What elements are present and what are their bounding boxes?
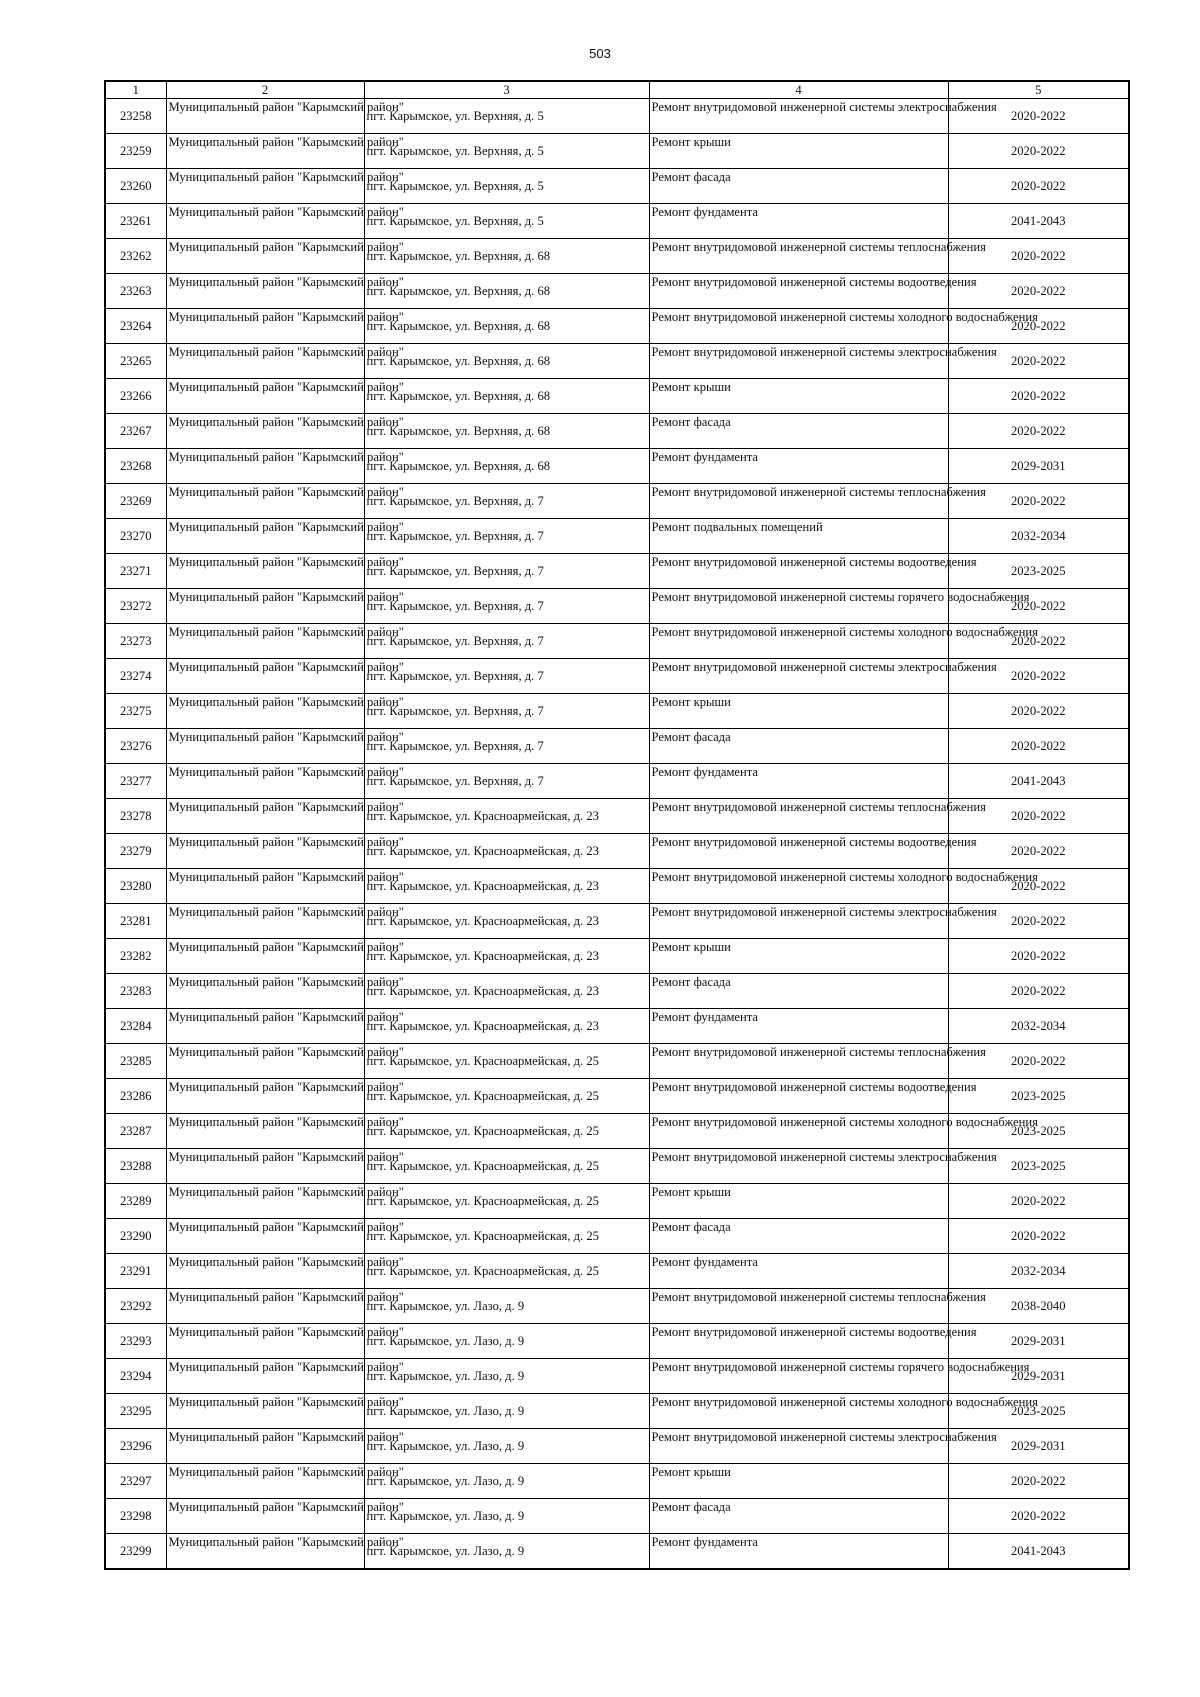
table-row [105, 1324, 1129, 1359]
row-number: 23292 [105, 1289, 166, 1324]
municipality-cell: Муниципальный район "Карымский район" [166, 1429, 364, 1464]
period-cell: 2020-2022 [948, 1184, 1129, 1219]
address-cell: пгт. Карымское, ул. Верхняя, д. 68 [364, 379, 649, 414]
address-cell: пгт. Карымское, ул. Верхняя, д. 68 [364, 274, 649, 309]
row-number: 23283 [105, 974, 166, 1009]
work-type-cell: Ремонт фасада [649, 414, 948, 449]
municipality-cell: Муниципальный район "Карымский район" [166, 1009, 364, 1044]
work-type-cell: Ремонт внутридомовой инженерной системы холодного водоснабжения [649, 869, 948, 904]
municipality-cell: Муниципальный район "Карымский район" [166, 1219, 364, 1254]
period-cell: 2041-2043 [948, 764, 1129, 799]
municipality-cell: Муниципальный район "Карымский район" [166, 939, 364, 974]
address-cell: пгт. Карымское, ул. Верхняя, д. 68 [364, 239, 649, 274]
address-cell: пгт. Карымское, ул. Красноармейская, д. 25 [364, 1114, 649, 1149]
period-cell: 2020-2022 [948, 1219, 1129, 1254]
work-type-cell: Ремонт внутридомовой инженерной системы теплоснабжения [649, 799, 948, 834]
work-type-cell: Ремонт внутридомовой инженерной системы электроснабжения [649, 344, 948, 379]
work-type-cell: Ремонт внутридомовой инженерной системы теплоснабжения [649, 239, 948, 274]
row-number: 23277 [105, 764, 166, 799]
work-type-cell: Ремонт фундамента [649, 1534, 948, 1570]
work-type-cell: Ремонт фасада [649, 169, 948, 204]
period-cell: 2023-2025 [948, 1149, 1129, 1184]
work-type-cell: Ремонт внутридомовой инженерной системы электроснабжения [649, 904, 948, 939]
address-cell: пгт. Карымское, ул. Лазо, д. 9 [364, 1464, 649, 1499]
work-type-cell: Ремонт внутридомовой инженерной системы теплоснабжения [649, 1289, 948, 1324]
municipality-cell: Муниципальный район "Карымский район" [166, 694, 364, 729]
table-row [105, 1464, 1129, 1499]
table-row [105, 624, 1129, 659]
row-number: 23288 [105, 1149, 166, 1184]
municipality-cell: Муниципальный район "Карымский район" [166, 764, 364, 799]
address-cell: пгт. Карымское, ул. Верхняя, д. 7 [364, 694, 649, 729]
repair-schedule-table [104, 80, 1130, 1570]
municipality-cell: Муниципальный район "Карымский район" [166, 834, 364, 869]
table-row [105, 589, 1129, 624]
municipality-cell: Муниципальный район "Карымский район" [166, 589, 364, 624]
work-type-cell: Ремонт внутридомовой инженерной системы водоотведения [649, 834, 948, 869]
table-row [105, 1289, 1129, 1324]
municipality-cell: Муниципальный район "Карымский район" [166, 204, 364, 239]
period-cell: 2020-2022 [948, 344, 1129, 379]
row-number: 23270 [105, 519, 166, 554]
row-number: 23260 [105, 169, 166, 204]
period-cell: 2029-2031 [948, 449, 1129, 484]
column-number-row [105, 81, 1129, 99]
municipality-cell: Муниципальный район "Карымский район" [166, 379, 364, 414]
work-type-cell: Ремонт крыши [649, 379, 948, 414]
table-row [105, 484, 1129, 519]
table-row [105, 1394, 1129, 1429]
address-cell: пгт. Карымское, ул. Красноармейская, д. 23 [364, 799, 649, 834]
table-row [105, 239, 1129, 274]
row-number: 23291 [105, 1254, 166, 1289]
municipality-cell: Муниципальный район "Карымский район" [166, 1149, 364, 1184]
municipality-cell: Муниципальный район "Карымский район" [166, 624, 364, 659]
period-cell: 2020-2022 [948, 974, 1129, 1009]
address-cell: пгт. Карымское, ул. Лазо, д. 9 [364, 1534, 649, 1570]
row-number: 23285 [105, 1044, 166, 1079]
table-row [105, 309, 1129, 344]
table-row [105, 169, 1129, 204]
table-row [105, 799, 1129, 834]
work-type-cell: Ремонт крыши [649, 1464, 948, 1499]
work-type-cell: Ремонт фундамента [649, 204, 948, 239]
period-cell: 2020-2022 [948, 589, 1129, 624]
address-cell: пгт. Карымское, ул. Красноармейская, д. 23 [364, 939, 649, 974]
row-number: 23289 [105, 1184, 166, 1219]
table-row [105, 834, 1129, 869]
address-cell: пгт. Карымское, ул. Верхняя, д. 7 [364, 659, 649, 694]
address-cell: пгт. Карымское, ул. Верхняя, д. 5 [364, 99, 649, 134]
table-row [105, 99, 1129, 134]
work-type-cell: Ремонт крыши [649, 134, 948, 169]
address-cell: пгт. Карымское, ул. Верхняя, д. 5 [364, 169, 649, 204]
period-cell: 2029-2031 [948, 1324, 1129, 1359]
municipality-cell: Муниципальный район "Карымский район" [166, 1079, 364, 1114]
period-cell: 2020-2022 [948, 414, 1129, 449]
municipality-cell: Муниципальный район "Карымский район" [166, 519, 364, 554]
table-row [105, 1534, 1129, 1570]
table-row [105, 1079, 1129, 1114]
table-row [105, 274, 1129, 309]
table-row [105, 1149, 1129, 1184]
row-number: 23264 [105, 309, 166, 344]
column-header: 5 [948, 81, 1129, 99]
row-number: 23290 [105, 1219, 166, 1254]
row-number: 23278 [105, 799, 166, 834]
address-cell: пгт. Карымское, ул. Красноармейская, д. 25 [364, 1254, 649, 1289]
period-cell: 2038-2040 [948, 1289, 1129, 1324]
work-type-cell: Ремонт крыши [649, 1184, 948, 1219]
municipality-cell: Муниципальный район "Карымский район" [166, 99, 364, 134]
address-cell: пгт. Карымское, ул. Верхняя, д. 68 [364, 414, 649, 449]
work-type-cell: Ремонт внутридомовой инженерной системы водоотведения [649, 274, 948, 309]
row-number: 23282 [105, 939, 166, 974]
row-number: 23275 [105, 694, 166, 729]
period-cell: 2020-2022 [948, 904, 1129, 939]
address-cell: пгт. Карымское, ул. Верхняя, д. 5 [364, 134, 649, 169]
row-number: 23272 [105, 589, 166, 624]
address-cell: пгт. Карымское, ул. Красноармейская, д. 25 [364, 1079, 649, 1114]
work-type-cell: Ремонт фундамента [649, 1009, 948, 1044]
table-body [105, 99, 1129, 1570]
address-cell: пгт. Карымское, ул. Верхняя, д. 5 [364, 204, 649, 239]
municipality-cell: Муниципальный район "Карымский район" [166, 1114, 364, 1149]
table-row [105, 449, 1129, 484]
municipality-cell: Муниципальный район "Карымский район" [166, 1184, 364, 1219]
period-cell: 2023-2025 [948, 1114, 1129, 1149]
period-cell: 2041-2043 [948, 1534, 1129, 1570]
work-type-cell: Ремонт внутридомовой инженерной системы электроснабжения [649, 99, 948, 134]
period-cell: 2020-2022 [948, 379, 1129, 414]
address-cell: пгт. Карымское, ул. Верхняя, д. 7 [364, 729, 649, 764]
table-row [105, 554, 1129, 589]
table-row [105, 1184, 1129, 1219]
table-row [105, 764, 1129, 799]
row-number: 23281 [105, 904, 166, 939]
period-cell: 2032-2034 [948, 1009, 1129, 1044]
row-number: 23274 [105, 659, 166, 694]
table-row [105, 519, 1129, 554]
municipality-cell: Муниципальный район "Карымский район" [166, 869, 364, 904]
table-row [105, 1044, 1129, 1079]
work-type-cell: Ремонт внутридомовой инженерной системы водоотведения [649, 1324, 948, 1359]
row-number: 23267 [105, 414, 166, 449]
period-cell: 2041-2043 [948, 204, 1129, 239]
period-cell: 2020-2022 [948, 309, 1129, 344]
row-number: 23287 [105, 1114, 166, 1149]
table-row [105, 729, 1129, 764]
period-cell: 2020-2022 [948, 799, 1129, 834]
address-cell: пгт. Карымское, ул. Красноармейская, д. 25 [364, 1149, 649, 1184]
address-cell: пгт. Карымское, ул. Лазо, д. 9 [364, 1429, 649, 1464]
municipality-cell: Муниципальный район "Карымский район" [166, 134, 364, 169]
table-row [105, 659, 1129, 694]
address-cell: пгт. Карымское, ул. Верхняя, д. 68 [364, 309, 649, 344]
table-row [105, 344, 1129, 379]
table-row [105, 1009, 1129, 1044]
period-cell: 2020-2022 [948, 624, 1129, 659]
address-cell: пгт. Карымское, ул. Лазо, д. 9 [364, 1359, 649, 1394]
work-type-cell: Ремонт крыши [649, 939, 948, 974]
work-type-cell: Ремонт фундамента [649, 764, 948, 799]
address-cell: пгт. Карымское, ул. Верхняя, д. 7 [364, 624, 649, 659]
row-number: 23299 [105, 1534, 166, 1570]
address-cell: пгт. Карымское, ул. Верхняя, д. 7 [364, 554, 649, 589]
address-cell: пгт. Карымское, ул. Верхняя, д. 7 [364, 589, 649, 624]
column-header: 3 [364, 81, 649, 99]
address-cell: пгт. Карымское, ул. Верхняя, д. 68 [364, 344, 649, 379]
address-cell: пгт. Карымское, ул. Красноармейская, д. 23 [364, 904, 649, 939]
municipality-cell: Муниципальный район "Карымский район" [166, 449, 364, 484]
work-type-cell: Ремонт внутридомовой инженерной системы холодного водоснабжения [649, 1114, 948, 1149]
work-type-cell: Ремонт внутридомовой инженерной системы теплоснабжения [649, 1044, 948, 1079]
work-type-cell: Ремонт фундамента [649, 1254, 948, 1289]
table-row [105, 939, 1129, 974]
row-number: 23269 [105, 484, 166, 519]
period-cell: 2020-2022 [948, 1044, 1129, 1079]
row-number: 23262 [105, 239, 166, 274]
work-type-cell: Ремонт фасада [649, 729, 948, 764]
table-row [105, 1359, 1129, 1394]
table-row [105, 1254, 1129, 1289]
municipality-cell: Муниципальный район "Карымский район" [166, 169, 364, 204]
work-type-cell: Ремонт внутридомовой инженерной системы водоотведения [649, 1079, 948, 1114]
column-header: 2 [166, 81, 364, 99]
table-row [105, 1219, 1129, 1254]
table-row [105, 414, 1129, 449]
municipality-cell: Муниципальный район "Карымский район" [166, 904, 364, 939]
row-number: 23266 [105, 379, 166, 414]
address-cell: пгт. Карымское, ул. Верхняя, д. 7 [364, 484, 649, 519]
work-type-cell: Ремонт крыши [649, 694, 948, 729]
work-type-cell: Ремонт внутридомовой инженерной системы электроснабжения [649, 659, 948, 694]
municipality-cell: Муниципальный район "Карымский район" [166, 1044, 364, 1079]
address-cell: пгт. Карымское, ул. Лазо, д. 9 [364, 1394, 649, 1429]
table-row [105, 204, 1129, 239]
municipality-cell: Муниципальный район "Карымский район" [166, 1464, 364, 1499]
period-cell: 2023-2025 [948, 1079, 1129, 1114]
work-type-cell: Ремонт внутридомовой инженерной системы холодного водоснабжения [649, 624, 948, 659]
row-number: 23263 [105, 274, 166, 309]
municipality-cell: Муниципальный район "Карымский район" [166, 1359, 364, 1394]
municipality-cell: Муниципальный район "Карымский район" [166, 414, 364, 449]
row-number: 23261 [105, 204, 166, 239]
period-cell: 2020-2022 [948, 1499, 1129, 1534]
work-type-cell: Ремонт фундамента [649, 449, 948, 484]
row-number: 23279 [105, 834, 166, 869]
work-type-cell: Ремонт внутридомовой инженерной системы электроснабжения [649, 1149, 948, 1184]
row-number: 23293 [105, 1324, 166, 1359]
table-row [105, 1114, 1129, 1149]
period-cell: 2020-2022 [948, 274, 1129, 309]
row-number: 23284 [105, 1009, 166, 1044]
address-cell: пгт. Карымское, ул. Красноармейская, д. 25 [364, 1184, 649, 1219]
municipality-cell: Муниципальный район "Карымский район" [166, 309, 364, 344]
municipality-cell: Муниципальный район "Карымский район" [166, 484, 364, 519]
period-cell: 2020-2022 [948, 239, 1129, 274]
period-cell: 2029-2031 [948, 1429, 1129, 1464]
period-cell: 2020-2022 [948, 484, 1129, 519]
address-cell: пгт. Карымское, ул. Верхняя, д. 7 [364, 764, 649, 799]
period-cell: 2020-2022 [948, 939, 1129, 974]
period-cell: 2032-2034 [948, 1254, 1129, 1289]
period-cell: 2020-2022 [948, 169, 1129, 204]
municipality-cell: Муниципальный район "Карымский район" [166, 1324, 364, 1359]
row-number: 23294 [105, 1359, 166, 1394]
address-cell: пгт. Карымское, ул. Красноармейская, д. 25 [364, 1219, 649, 1254]
municipality-cell: Муниципальный район "Карымский район" [166, 659, 364, 694]
period-cell: 2029-2031 [948, 1359, 1129, 1394]
work-type-cell: Ремонт фасада [649, 1499, 948, 1534]
table-row [105, 694, 1129, 729]
municipality-cell: Муниципальный район "Карымский район" [166, 344, 364, 379]
period-cell: 2020-2022 [948, 134, 1129, 169]
row-number: 23280 [105, 869, 166, 904]
address-cell: пгт. Карымское, ул. Лазо, д. 9 [364, 1289, 649, 1324]
table-row [105, 869, 1129, 904]
municipality-cell: Муниципальный район "Карымский район" [166, 1534, 364, 1570]
municipality-cell: Муниципальный район "Карымский район" [166, 729, 364, 764]
address-cell: пгт. Карымское, ул. Лазо, д. 9 [364, 1324, 649, 1359]
municipality-cell: Муниципальный район "Карымский район" [166, 1289, 364, 1324]
work-type-cell: Ремонт фасада [649, 1219, 948, 1254]
column-header: 1 [105, 81, 166, 99]
row-number: 23268 [105, 449, 166, 484]
municipality-cell: Муниципальный район "Карымский район" [166, 554, 364, 589]
municipality-cell: Муниципальный район "Карымский район" [166, 274, 364, 309]
work-type-cell: Ремонт внутридомовой инженерной системы холодного водоснабжения [649, 309, 948, 344]
period-cell: 2032-2034 [948, 519, 1129, 554]
address-cell: пгт. Карымское, ул. Красноармейская, д. 23 [364, 1009, 649, 1044]
row-number: 23297 [105, 1464, 166, 1499]
row-number: 23296 [105, 1429, 166, 1464]
period-cell: 2020-2022 [948, 694, 1129, 729]
address-cell: пгт. Карымское, ул. Красноармейская, д. 23 [364, 834, 649, 869]
period-cell: 2020-2022 [948, 1464, 1129, 1499]
row-number: 23271 [105, 554, 166, 589]
table-row [105, 904, 1129, 939]
municipality-cell: Муниципальный район "Карымский район" [166, 799, 364, 834]
municipality-cell: Муниципальный район "Карымский район" [166, 974, 364, 1009]
page-number: 503 [589, 46, 611, 61]
row-number: 23259 [105, 134, 166, 169]
municipality-cell: Муниципальный район "Карымский район" [166, 1394, 364, 1429]
municipality-cell: Муниципальный район "Карымский район" [166, 1499, 364, 1534]
period-cell: 2020-2022 [948, 834, 1129, 869]
table-row [105, 379, 1129, 414]
row-number: 23295 [105, 1394, 166, 1429]
period-cell: 2023-2025 [948, 554, 1129, 589]
period-cell: 2020-2022 [948, 729, 1129, 764]
row-number: 23273 [105, 624, 166, 659]
work-type-cell: Ремонт фасада [649, 974, 948, 1009]
column-header: 4 [649, 81, 948, 99]
municipality-cell: Муниципальный район "Карымский район" [166, 1254, 364, 1289]
work-type-cell: Ремонт внутридомовой инженерной системы холодного водоснабжения [649, 1394, 948, 1429]
row-number: 23276 [105, 729, 166, 764]
work-type-cell: Ремонт внутридомовой инженерной системы горячего водоснабжения [649, 589, 948, 624]
address-cell: пгт. Карымское, ул. Красноармейская, д. 23 [364, 974, 649, 1009]
period-cell: 2020-2022 [948, 99, 1129, 134]
table-row [105, 134, 1129, 169]
row-number: 23265 [105, 344, 166, 379]
work-type-cell: Ремонт внутридомовой инженерной системы теплоснабжения [649, 484, 948, 519]
table-row [105, 1499, 1129, 1534]
address-cell: пгт. Карымское, ул. Красноармейская, д. 25 [364, 1044, 649, 1079]
work-type-cell: Ремонт подвальных помещений [649, 519, 948, 554]
municipality-cell: Муниципальный район "Карымский район" [166, 239, 364, 274]
address-cell: пгт. Карымское, ул. Лазо, д. 9 [364, 1499, 649, 1534]
period-cell: 2020-2022 [948, 659, 1129, 694]
address-cell: пгт. Карымское, ул. Верхняя, д. 68 [364, 449, 649, 484]
work-type-cell: Ремонт внутридомовой инженерной системы водоотведения [649, 554, 948, 589]
work-type-cell: Ремонт внутридомовой инженерной системы горячего водоснабжения [649, 1359, 948, 1394]
row-number: 23258 [105, 99, 166, 134]
address-cell: пгт. Карымское, ул. Верхняя, д. 7 [364, 519, 649, 554]
period-cell: 2023-2025 [948, 1394, 1129, 1429]
period-cell: 2020-2022 [948, 869, 1129, 904]
row-number: 23298 [105, 1499, 166, 1534]
address-cell: пгт. Карымское, ул. Красноармейская, д. 23 [364, 869, 649, 904]
row-number: 23286 [105, 1079, 166, 1114]
work-type-cell: Ремонт внутридомовой инженерной системы электроснабжения [649, 1429, 948, 1464]
table-row [105, 1429, 1129, 1464]
table-row [105, 974, 1129, 1009]
